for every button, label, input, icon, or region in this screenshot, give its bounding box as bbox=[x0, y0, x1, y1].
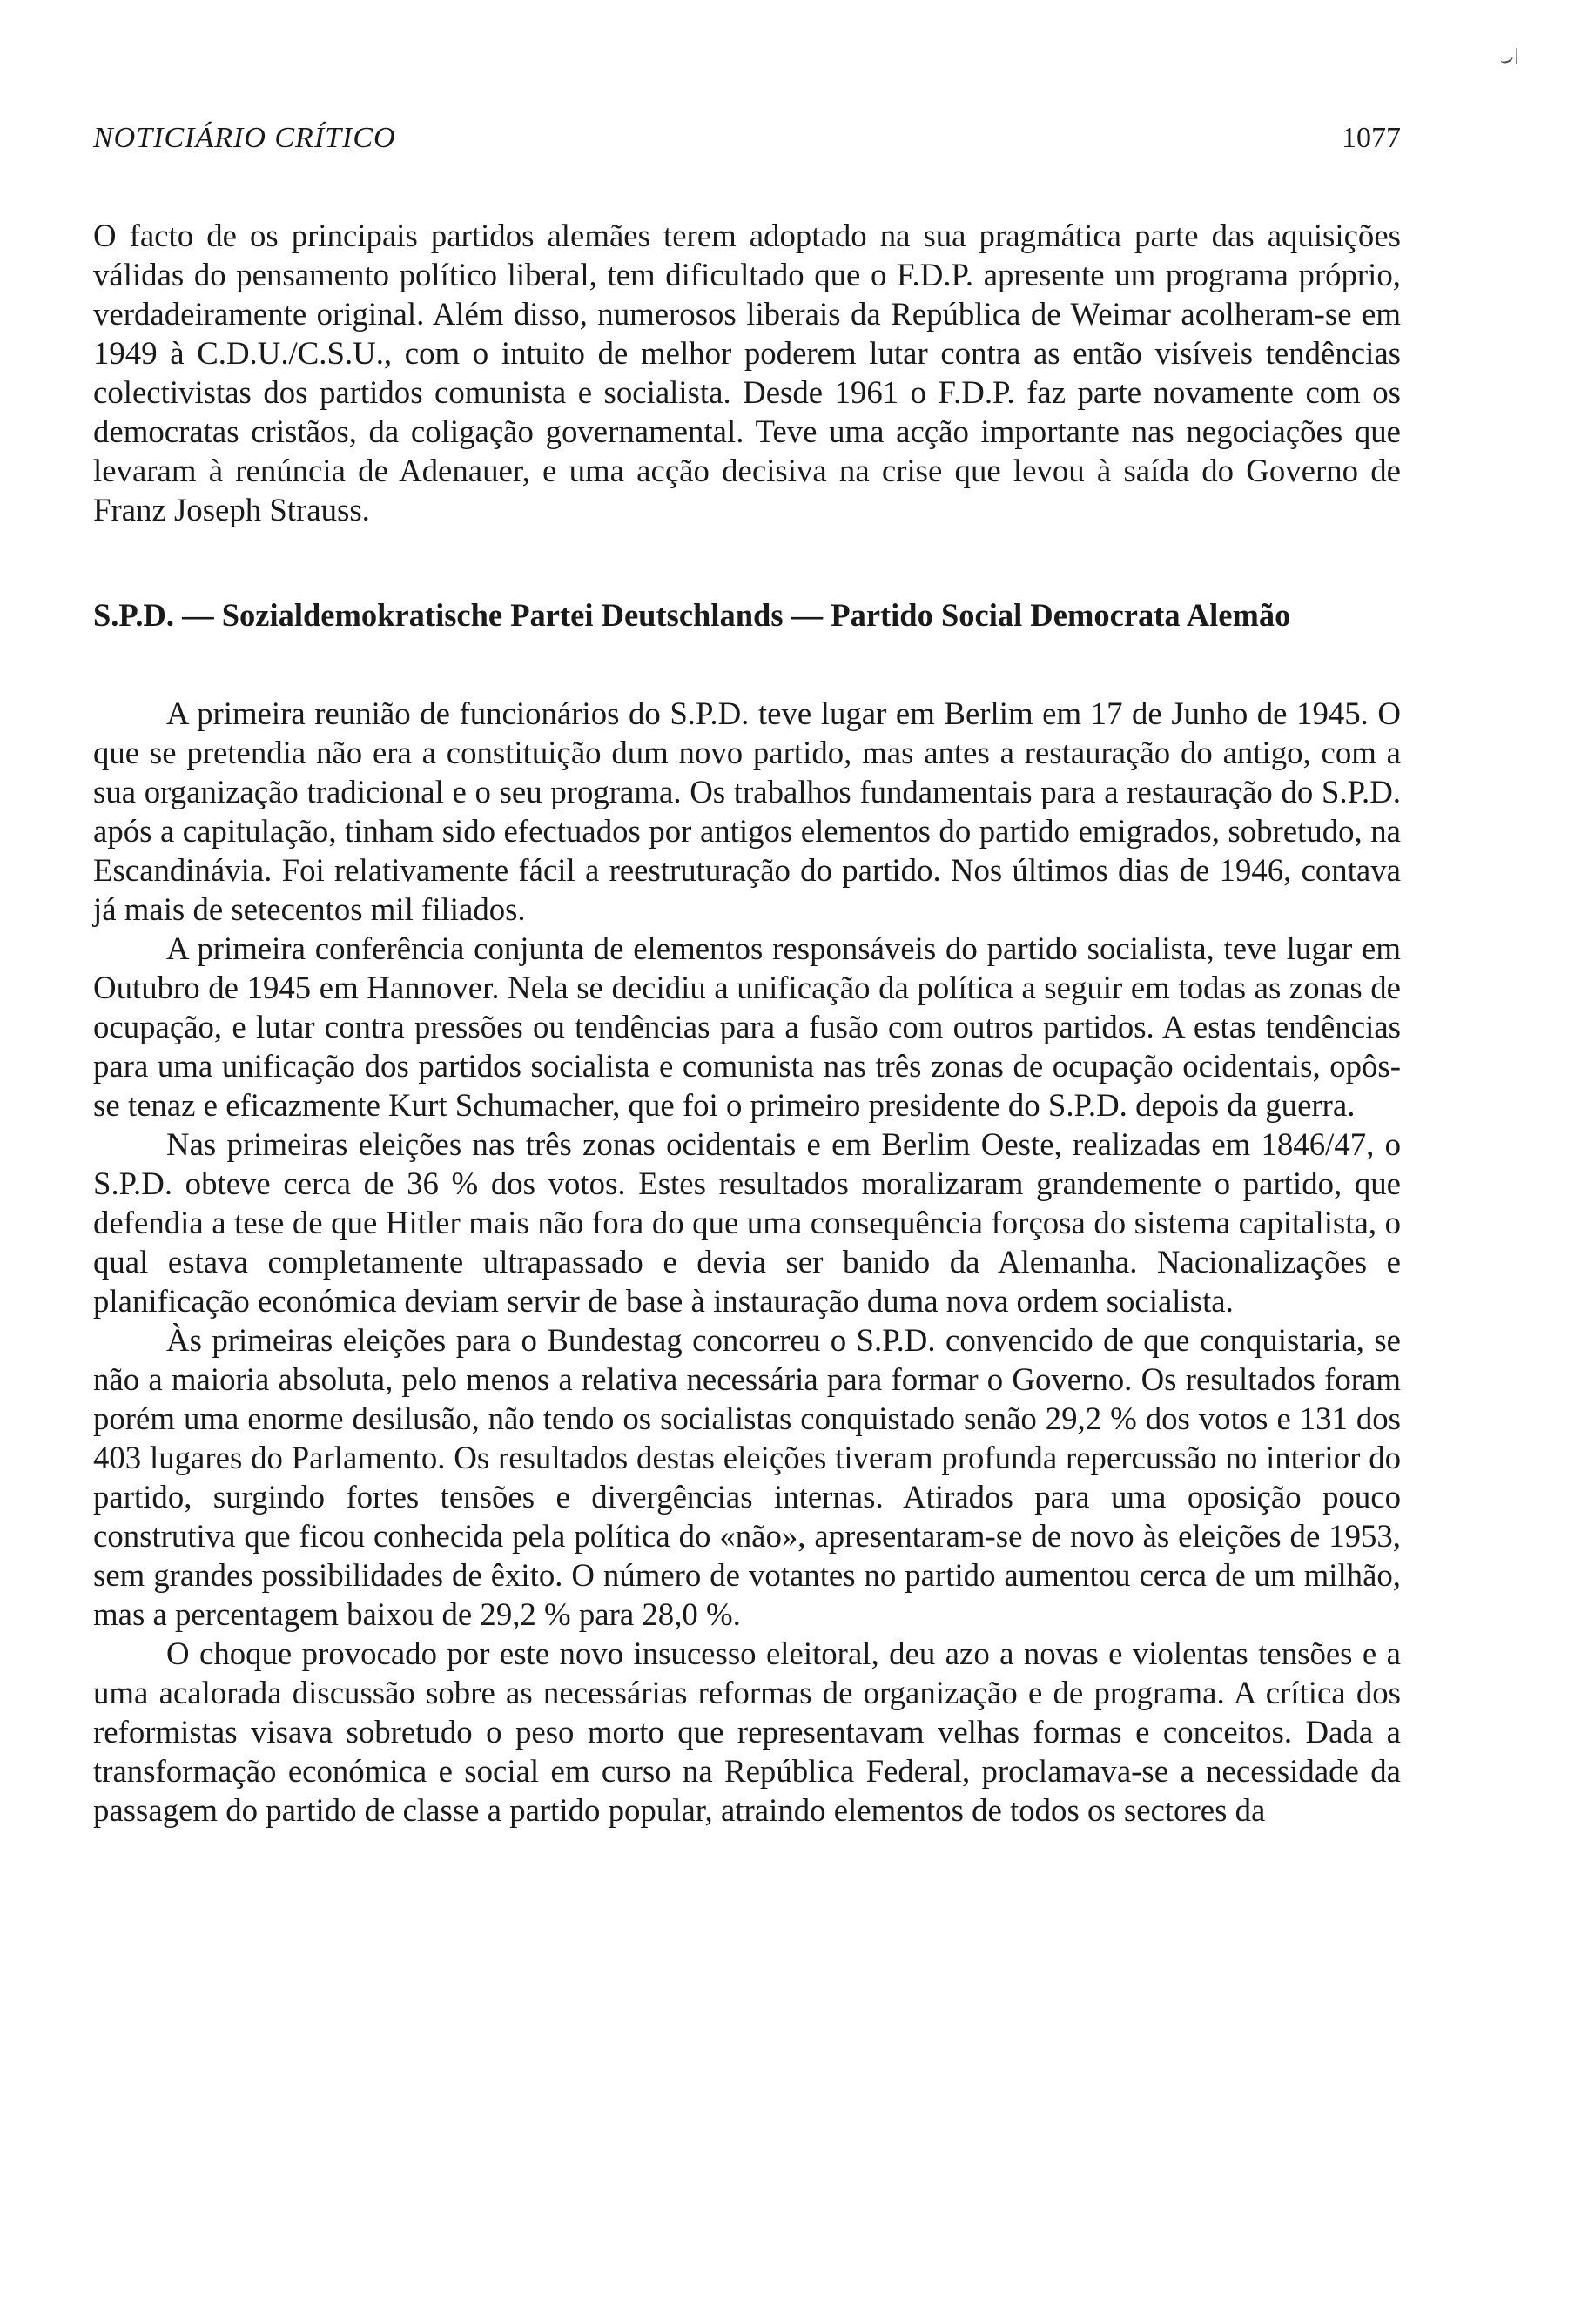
corner-pencil-mark: ⌣/ bbox=[1495, 42, 1524, 74]
paragraph-bundestag-elections: Às primeiras eleições para o Bundestag concorreu o S.P.D. convencido de que conquistaria, se não a maioria absoluta, pelo menos a relativa necessária para formar o Governo. Os resultados foram porém uma enorme desilusão, não tendo os socialistas conquistado senão 29,2 % dos votos e 131 dos 403 lugares do Parlamento. Os resultados destas eleições tiveram profunda repercussão no interior do partido, surgindo fortes tensões e divergências internas. Atirados para uma oposição pouco construtiva que ficou conhecida pela política do «não», apresentaram-se de novo às eleições de 1953, sem grandes possibilidades de êxito. O número de votantes no partido aumentou cerca de um milhão, mas a percentagem baixou de 29,2 % para 28,0 %. bbox=[93, 1322, 1401, 1632]
paragraph-first-meeting: A primeira reunião de funcionários do S.P.D. teve lugar em Berlim em 17 de Junho de 1945. O que se pretendia não era a constituição dum novo partido, mas antes a restauração do antigo, com a sua organização tradicional e o seu programa. Os trabalhos fundamentais para a restauração do S.P.D. após a capitulação, tinham sido efectuados por antigos elementos do partido emigrados, sobretudo, na Escandinávia. Foi relativamente fácil a reestruturação do partido. Nos últimos dias de 1946, contava já mais de setecentos mil filiados. bbox=[93, 695, 1401, 927]
document-page bbox=[93, 122, 1401, 1830]
paragraph-electoral-shock: O choque provocado por este novo insucesso eleitoral, deu azo a novas e violentas tensões e a uma acalorada discussão sobre as necessárias reformas de organização e de programa. A crítica dos reformistas visava sobretudo o peso morto que representavam velhas formas e conceitos. Dada a transformação económica e social em curso na República Federal, proclamava-se a necessidade da passagem do partido de classe a partido popular, atraindo elementos de todos os sectores da bbox=[93, 1636, 1401, 1828]
page-number: 1077 bbox=[1342, 122, 1401, 154]
section-heading-spd: S.P.D. — Sozialdemokratische Partei Deutschlands — Partido Social Democrata Alemão bbox=[93, 597, 1291, 633]
running-title: NOTICIÁRIO CRÍTICO bbox=[93, 122, 396, 154]
paragraph-first-elections: Nas primeiras eleições nas três zonas ocidentais e em Berlim Oeste, realizadas em 1846/47, o S.P.D. obteve cerca de 36 % dos votos. Estes resultados moralizaram grandemente o partido, que defendia a tese de que Hitler mais não fora do que uma consequência forçosa do sistema capitalista, o qual estava completamente ultrapassado e devia ser banido da Alemanha. Nacionalizações e planificação económica deviam servir de base à instauração duma nova ordem socialista. bbox=[93, 1126, 1401, 1319]
paragraph-fdp-continuation: O facto de os principais partidos alemães terem adoptado na sua pragmática parte das aquisições válidas do pensamento político liberal, tem dificultado que o F.D.P. apresente um programa próprio, verdadeiramente original. Além disso, numerosos liberais da República de Weimar acolheram-se em 1949 à C.D.U./C.S.U., com o intuito de melhor poderem lutar contra as então visíveis tendências colectivistas dos partidos comunista e socialista. Desde 1961 o F.D.P. faz parte novamente com os democratas cristãos, da coligação governamental. Teve uma acção importante nas negociações que levaram à renúncia de Adenauer, e uma acção decisiva na crise que levou à saída do Governo de Franz Joseph Strauss. bbox=[93, 218, 1401, 527]
paragraph-first-conference: A primeira conferência conjunta de elementos responsáveis do partido socialista, teve lugar em Outubro de 1945 em Hannover. Nela se decidiu a unificação da política a seguir em todas as zonas de ocupação, e lutar contra pressões ou tendências para a fusão com outros partidos. A estas tendências para uma unificação dos partidos socialista e comunista nas três zonas de ocupação ocidentais, opôs-se tenaz e eficazmente Kurt Schumacher, que foi o primeiro presidente do S.P.D. depois da guerra. bbox=[93, 930, 1401, 1123]
running-header bbox=[93, 122, 1401, 155]
